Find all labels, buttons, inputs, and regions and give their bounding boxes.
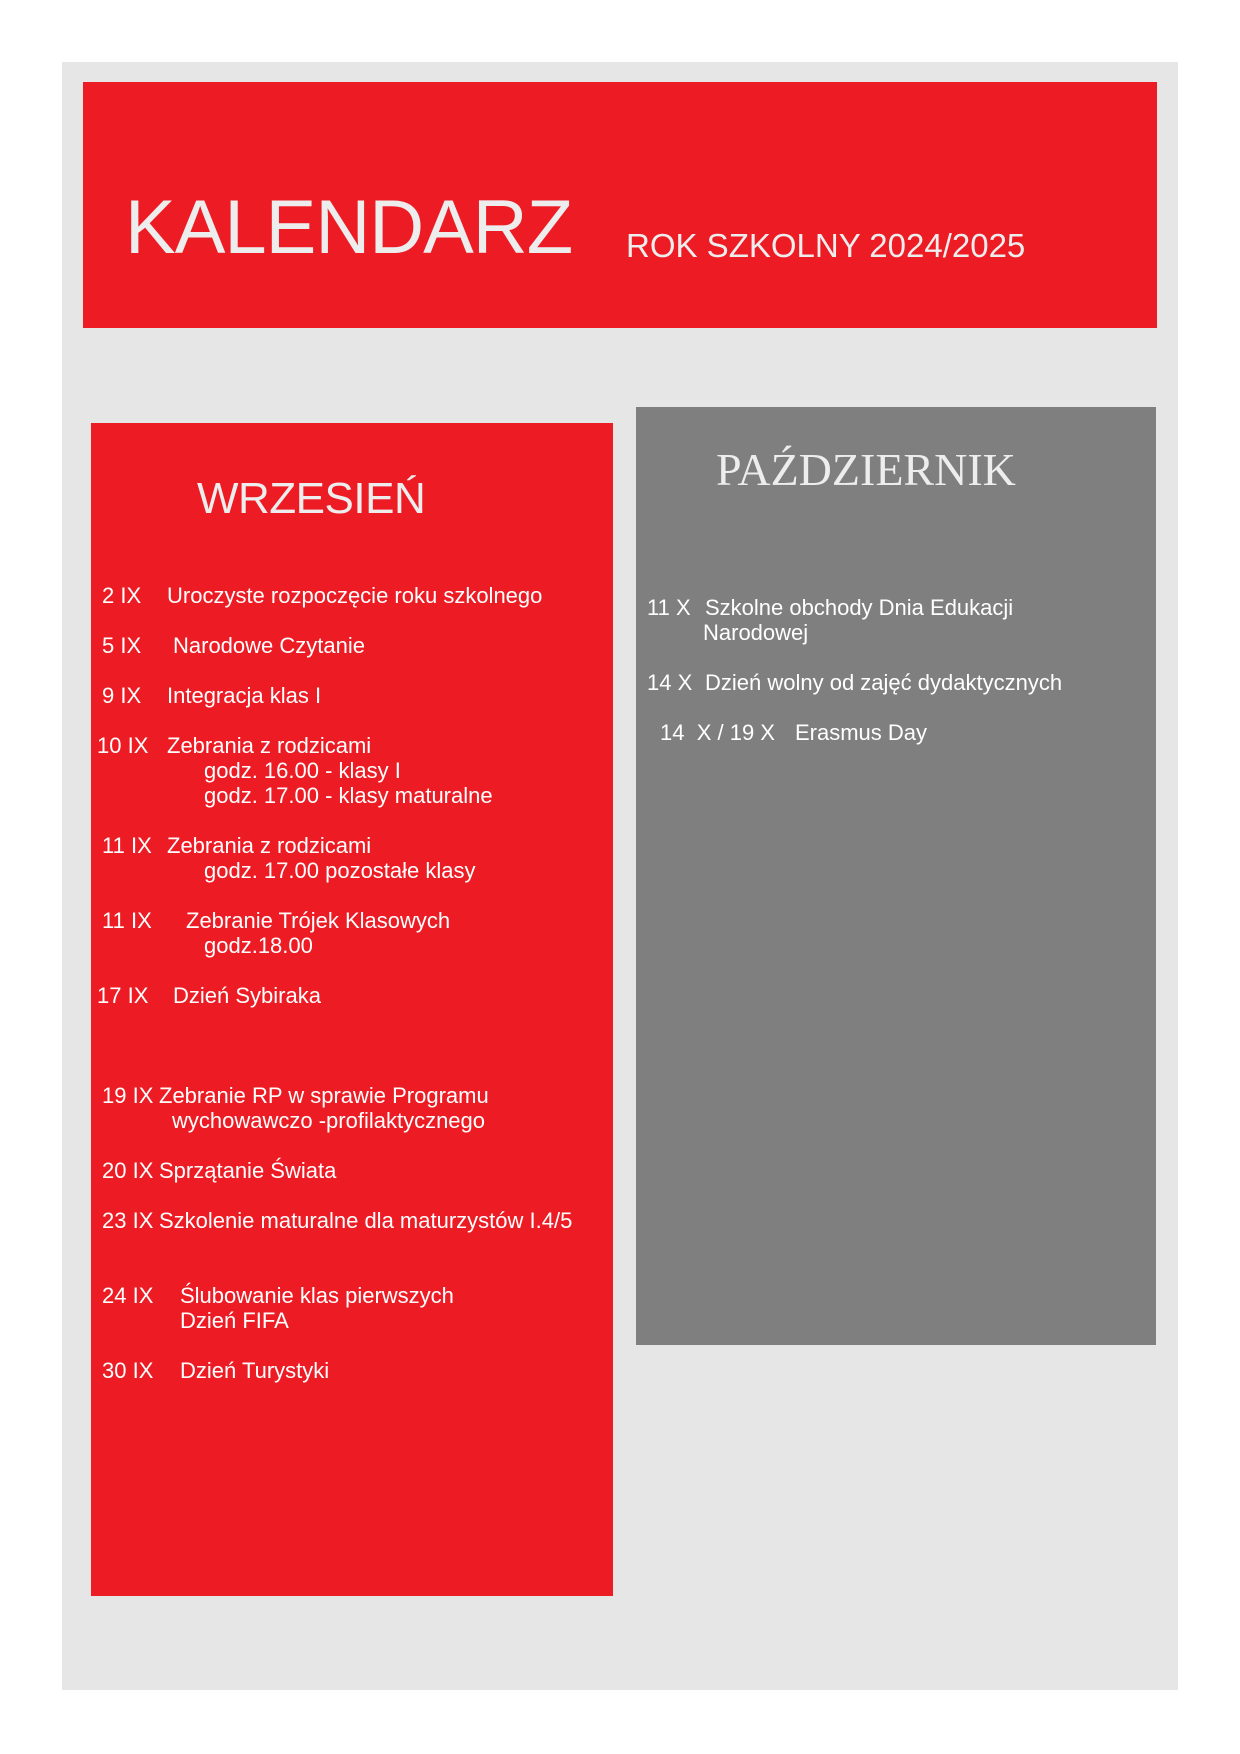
event-date: 19 IX	[102, 1083, 154, 1108]
event-date: 14 X	[647, 670, 693, 695]
event-description: Zebrania z rodzicami	[167, 833, 372, 858]
event-date: 17 IX	[97, 983, 149, 1008]
event-description-line: godz. 17.00 pozostałe klasy	[204, 858, 476, 883]
event-date: 10 IX	[97, 733, 149, 758]
event-date: 11 X	[647, 595, 691, 620]
october-title: PAŹDZIERNIK	[716, 444, 1016, 495]
event-description: Zebranie Trójek Klasowych	[186, 908, 451, 933]
event-date: 11 IX	[102, 833, 152, 858]
event-description-line: Narodowej	[703, 620, 809, 645]
event-date: 2 IX	[102, 583, 142, 608]
event-description: Dzień wolny od zajęć dydaktycznych	[705, 670, 1063, 695]
event-date: 20 IX	[102, 1158, 154, 1183]
event-description: Szkolenie maturalne dla maturzystów I.4/5	[159, 1208, 573, 1233]
page-subtitle: ROK SZKOLNY 2024/2025	[626, 227, 1026, 264]
event-description: Integracja klas I	[167, 683, 322, 708]
event-description-line: Dzień FIFA	[180, 1308, 289, 1333]
event-description: Ślubowanie klas pierwszych	[180, 1283, 454, 1308]
event-date: 23 IX	[102, 1208, 154, 1233]
event-description-line: godz.18.00	[204, 933, 313, 958]
event-description: Erasmus Day	[795, 720, 928, 745]
event-date: 30 IX	[102, 1358, 154, 1383]
october-panel	[636, 407, 1156, 1345]
event-date: 24 IX	[102, 1283, 154, 1308]
event-description-line: godz. 16.00 - klasy I	[204, 758, 401, 783]
event-description: Dzień Turystyki	[180, 1358, 330, 1383]
event-description-line: wychowawczo -profilaktycznego	[172, 1108, 486, 1133]
page-title: KALENDARZ	[125, 185, 573, 270]
event-date: 14 X / 19 X	[660, 720, 775, 745]
event-date: 5 IX	[102, 633, 142, 658]
event-date: 11 IX	[102, 908, 152, 933]
event-description: Narodowe Czytanie	[173, 633, 365, 658]
event-description: Sprzątanie Świata	[159, 1158, 337, 1183]
header-banner	[83, 82, 1157, 328]
event-description: Zebrania z rodzicami	[167, 733, 372, 758]
event-description-line: godz. 17.00 - klasy maturalne	[204, 783, 493, 808]
event-date: 9 IX	[102, 683, 142, 708]
event-description: Zebranie RP w sprawie Programu	[159, 1083, 489, 1108]
september-title: WRZESIEŃ	[197, 474, 426, 523]
september-panel	[91, 423, 613, 1596]
event-description: Szkolne obchody Dnia Edukacji	[705, 595, 1014, 620]
event-description: Uroczyste rozpoczęcie roku szkolnego	[167, 583, 543, 608]
event-description: Dzień Sybiraka	[173, 983, 321, 1008]
